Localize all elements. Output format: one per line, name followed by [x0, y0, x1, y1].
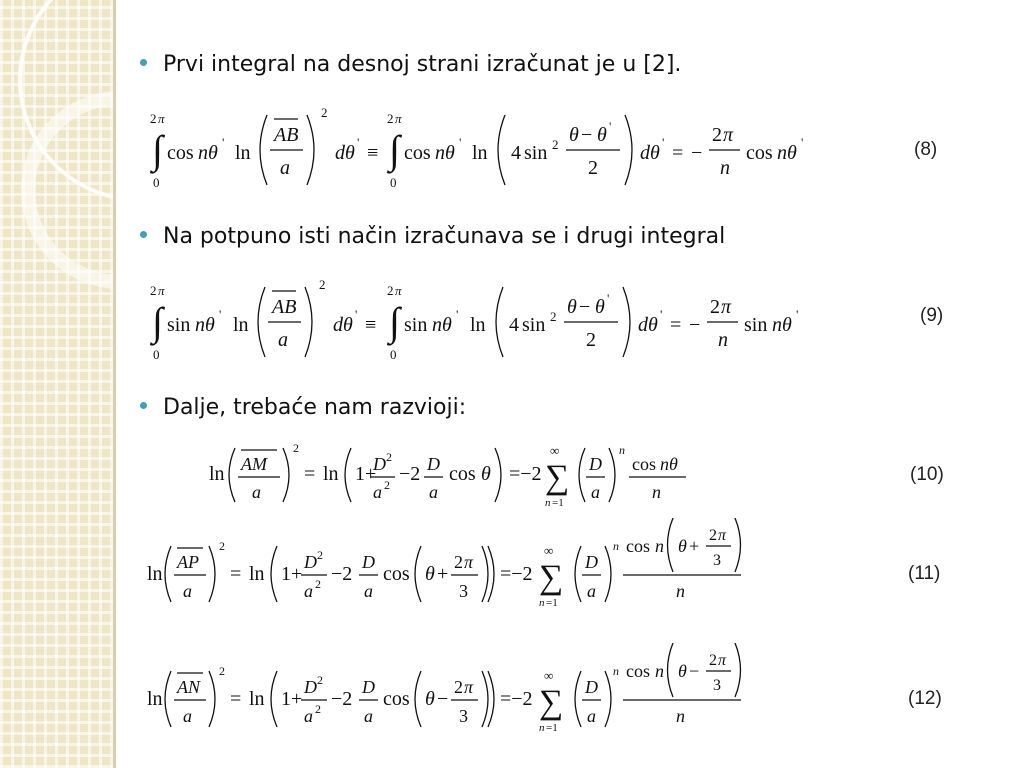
svg-text:1+: 1+	[281, 563, 303, 585]
svg-text:a: a	[278, 329, 288, 351]
svg-text:−: −	[579, 296, 591, 318]
bullet-1	[140, 52, 681, 77]
svg-text:': '	[660, 307, 663, 322]
svg-text:−2: −2	[399, 463, 421, 485]
svg-text:3: 3	[713, 677, 721, 694]
svg-text:=: =	[670, 314, 682, 336]
svg-text:': '	[357, 135, 360, 150]
svg-text:a: a	[364, 581, 373, 601]
svg-text:π: π	[721, 296, 732, 318]
svg-text:nθ: nθ	[777, 142, 797, 164]
svg-text:nθ: nθ	[772, 314, 792, 336]
svg-text:θ: θ	[678, 536, 687, 556]
svg-text:2: 2	[219, 664, 225, 678]
svg-text:AP: AP	[177, 552, 199, 572]
svg-text:=: =	[672, 142, 684, 164]
svg-text:2: 2	[315, 577, 321, 591]
svg-text:−2: −2	[331, 688, 353, 710]
svg-text:': '	[456, 307, 459, 322]
svg-text:=: =	[230, 688, 242, 710]
svg-text:nθ: nθ	[195, 314, 215, 336]
svg-text:a: a	[183, 706, 192, 726]
svg-text:D: D	[589, 454, 602, 474]
svg-text:a: a	[252, 482, 261, 502]
svg-text:dθ: dθ	[333, 314, 353, 336]
svg-text:2: 2	[709, 527, 717, 544]
svg-text:2: 2	[552, 137, 559, 152]
svg-text:ln: ln	[147, 563, 163, 585]
equation-number-12: (12)	[908, 688, 942, 709]
svg-text:nθ: nθ	[198, 142, 218, 164]
svg-text:−: −	[689, 661, 700, 681]
svg-text:2: 2	[586, 329, 596, 351]
svg-text:ln: ln	[472, 142, 488, 164]
svg-text:+: +	[437, 563, 449, 585]
svg-text:2: 2	[387, 283, 394, 298]
svg-text:dθ: dθ	[640, 142, 660, 164]
svg-text:ln: ln	[209, 463, 225, 485]
svg-text:2: 2	[315, 702, 321, 716]
svg-text:nθ: nθ	[432, 314, 452, 336]
svg-text:sin: sin	[522, 314, 546, 336]
svg-text:ln: ln	[249, 688, 265, 710]
svg-text:3: 3	[459, 706, 468, 726]
svg-text:2: 2	[387, 111, 394, 126]
equation-number-11: (11)	[908, 563, 941, 584]
svg-text:n: n	[676, 706, 685, 726]
svg-text:∑: ∑	[545, 459, 570, 496]
svg-text:2: 2	[709, 652, 717, 669]
svg-text:D: D	[362, 552, 375, 572]
svg-text:−2: −2	[331, 563, 353, 585]
bullet-3	[140, 395, 466, 420]
bullet-text: Prvi integral na desnoj strani izračunat je u [2].	[163, 52, 682, 77]
svg-text:sin: sin	[744, 314, 768, 336]
svg-text:n: n	[676, 581, 685, 601]
equation-8	[145, 103, 825, 193]
svg-text:n: n	[613, 664, 619, 678]
svg-text:nθ: nθ	[660, 454, 678, 474]
svg-text:=: =	[230, 563, 242, 585]
bullet-text: Na potpuno isti način izračunava se i drugi integral	[163, 224, 726, 249]
svg-text:ln: ln	[147, 688, 163, 710]
svg-text:D: D	[373, 454, 386, 474]
bullet-dot	[140, 231, 147, 238]
svg-text:ln: ln	[235, 142, 251, 164]
svg-text:2: 2	[317, 673, 323, 687]
svg-text:−: −	[581, 124, 593, 146]
svg-text:ln: ln	[323, 463, 339, 485]
svg-text:0: 0	[390, 175, 397, 190]
svg-text:∫: ∫	[389, 127, 400, 172]
equation-11	[143, 518, 753, 618]
svg-text:θ: θ	[595, 296, 605, 318]
svg-text:n: n	[619, 443, 625, 457]
svg-text:θ: θ	[567, 296, 577, 318]
svg-text:π: π	[464, 677, 474, 697]
svg-text:a: a	[587, 706, 596, 726]
svg-text:n: n	[720, 157, 730, 179]
bullet-2	[140, 224, 725, 249]
svg-text:π: π	[718, 527, 727, 544]
svg-text:∫: ∫	[152, 127, 163, 172]
svg-text:3: 3	[459, 581, 468, 601]
svg-text:a: a	[304, 581, 313, 601]
svg-text:sin: sin	[167, 314, 191, 336]
svg-text:sin: sin	[404, 314, 428, 336]
svg-text:cos: cos	[404, 142, 431, 164]
svg-text:2: 2	[454, 677, 463, 697]
svg-text:θ: θ	[597, 124, 607, 146]
svg-text:n: n	[545, 497, 551, 509]
svg-text:D: D	[427, 454, 440, 474]
svg-text:sin: sin	[524, 142, 548, 164]
svg-text:ln: ln	[470, 314, 486, 336]
svg-text:π: π	[158, 111, 165, 126]
svg-text:θ: θ	[678, 661, 687, 681]
svg-text:n: n	[655, 536, 664, 556]
svg-text:': '	[662, 135, 665, 150]
svg-text:θ: θ	[569, 124, 579, 146]
svg-text:π: π	[395, 111, 402, 126]
svg-text:n: n	[718, 329, 728, 351]
svg-text:AB: AB	[274, 124, 299, 146]
svg-text:D: D	[304, 552, 317, 572]
svg-text:π: π	[395, 283, 402, 298]
svg-text:θ: θ	[425, 688, 435, 710]
svg-text:cos: cos	[632, 454, 656, 474]
svg-text:n: n	[655, 661, 664, 681]
svg-text:D: D	[362, 677, 375, 697]
svg-text:cos: cos	[449, 463, 476, 485]
svg-text:3: 3	[713, 552, 721, 569]
svg-text:a: a	[587, 581, 596, 601]
svg-text:': '	[801, 135, 804, 150]
svg-text:+: +	[689, 536, 700, 556]
bullet-dot	[140, 59, 147, 66]
svg-text:∞: ∞	[544, 543, 554, 558]
svg-text:a: a	[280, 157, 290, 179]
svg-text:n: n	[539, 597, 545, 609]
svg-text:=: =	[304, 463, 316, 485]
svg-text:': '	[607, 291, 610, 306]
bullet-dot	[140, 402, 147, 409]
svg-text:∫: ∫	[389, 299, 400, 344]
svg-text:n: n	[652, 482, 661, 502]
svg-text:a: a	[304, 706, 313, 726]
svg-text:a: a	[429, 482, 438, 502]
svg-text:2: 2	[384, 478, 390, 492]
svg-text:a: a	[364, 706, 373, 726]
svg-text:=1: =1	[552, 497, 564, 509]
svg-text:2: 2	[150, 111, 157, 126]
svg-text:θ: θ	[425, 563, 435, 585]
svg-text:2: 2	[454, 552, 463, 572]
svg-text:2: 2	[321, 105, 328, 120]
svg-text:θ: θ	[481, 463, 491, 485]
equation-9	[145, 275, 825, 365]
svg-text:0: 0	[390, 347, 397, 362]
svg-text:π: π	[464, 552, 474, 572]
svg-text:−: −	[689, 314, 701, 336]
equation-12	[143, 643, 753, 743]
svg-text:=1: =1	[546, 597, 558, 609]
svg-text:AB: AB	[272, 296, 297, 318]
svg-text:∞: ∞	[550, 443, 560, 458]
svg-text:≡: ≡	[365, 314, 377, 336]
equation-number-8: (8)	[914, 139, 938, 160]
svg-text:π: π	[158, 283, 165, 298]
svg-text:2: 2	[386, 450, 392, 464]
svg-text:D: D	[304, 677, 317, 697]
svg-text:ln: ln	[249, 563, 265, 585]
svg-text:1+: 1+	[281, 688, 303, 710]
svg-text:cos: cos	[626, 661, 650, 681]
svg-text:−: −	[691, 142, 703, 164]
svg-text:': '	[796, 307, 799, 322]
svg-text:π: π	[718, 652, 727, 669]
svg-text:2: 2	[317, 548, 323, 562]
svg-text:2: 2	[710, 296, 720, 318]
svg-text:nθ: nθ	[435, 142, 455, 164]
svg-text:cos: cos	[626, 536, 650, 556]
equation-number-9: (9)	[920, 305, 944, 326]
svg-text:=−2: =−2	[500, 688, 533, 710]
svg-text:2: 2	[712, 124, 722, 146]
equation-10	[205, 442, 705, 518]
svg-text:=1: =1	[546, 722, 558, 734]
bullet-text: Dalje, trebaće nam razvioji:	[163, 395, 467, 420]
svg-text:∑: ∑	[539, 559, 564, 596]
svg-text:a: a	[591, 482, 600, 502]
svg-text:0: 0	[153, 347, 160, 362]
svg-text:=−2: =−2	[509, 463, 542, 485]
svg-text:2: 2	[293, 442, 299, 455]
svg-text:4: 4	[509, 314, 519, 336]
svg-text:1+: 1+	[355, 463, 377, 485]
svg-text:': '	[219, 307, 222, 322]
svg-text:∞: ∞	[544, 668, 554, 683]
svg-text:cos: cos	[167, 142, 194, 164]
svg-text:': '	[609, 119, 612, 134]
svg-text:cos: cos	[383, 563, 410, 585]
svg-text:dθ: dθ	[638, 314, 658, 336]
svg-text:2: 2	[588, 157, 598, 179]
svg-text:': '	[459, 135, 462, 150]
equation-number-10: (10)	[910, 464, 944, 485]
svg-text:−: −	[437, 688, 449, 710]
svg-text:AM: AM	[241, 454, 267, 474]
svg-text:n: n	[539, 722, 545, 734]
svg-text:4: 4	[511, 142, 521, 164]
svg-text:π: π	[723, 124, 734, 146]
svg-text:≡: ≡	[367, 142, 379, 164]
svg-text:n: n	[613, 539, 619, 553]
svg-text:2: 2	[219, 539, 225, 553]
svg-text:a: a	[183, 581, 192, 601]
svg-text:cos: cos	[746, 142, 773, 164]
svg-text:2: 2	[550, 309, 557, 324]
svg-text:2: 2	[319, 277, 326, 292]
svg-text:∑: ∑	[539, 684, 564, 721]
svg-text:2: 2	[150, 283, 157, 298]
svg-text:': '	[355, 307, 358, 322]
svg-text:0: 0	[153, 175, 160, 190]
svg-text:∫: ∫	[152, 299, 163, 344]
svg-text:D: D	[585, 552, 598, 572]
svg-text:ln: ln	[233, 314, 249, 336]
svg-text:': '	[222, 135, 225, 150]
svg-text:cos: cos	[383, 688, 410, 710]
svg-text:dθ: dθ	[335, 142, 355, 164]
svg-text:=−2: =−2	[500, 563, 533, 585]
svg-text:D: D	[585, 677, 598, 697]
svg-text:AN: AN	[177, 677, 201, 697]
svg-text:a: a	[373, 482, 382, 502]
